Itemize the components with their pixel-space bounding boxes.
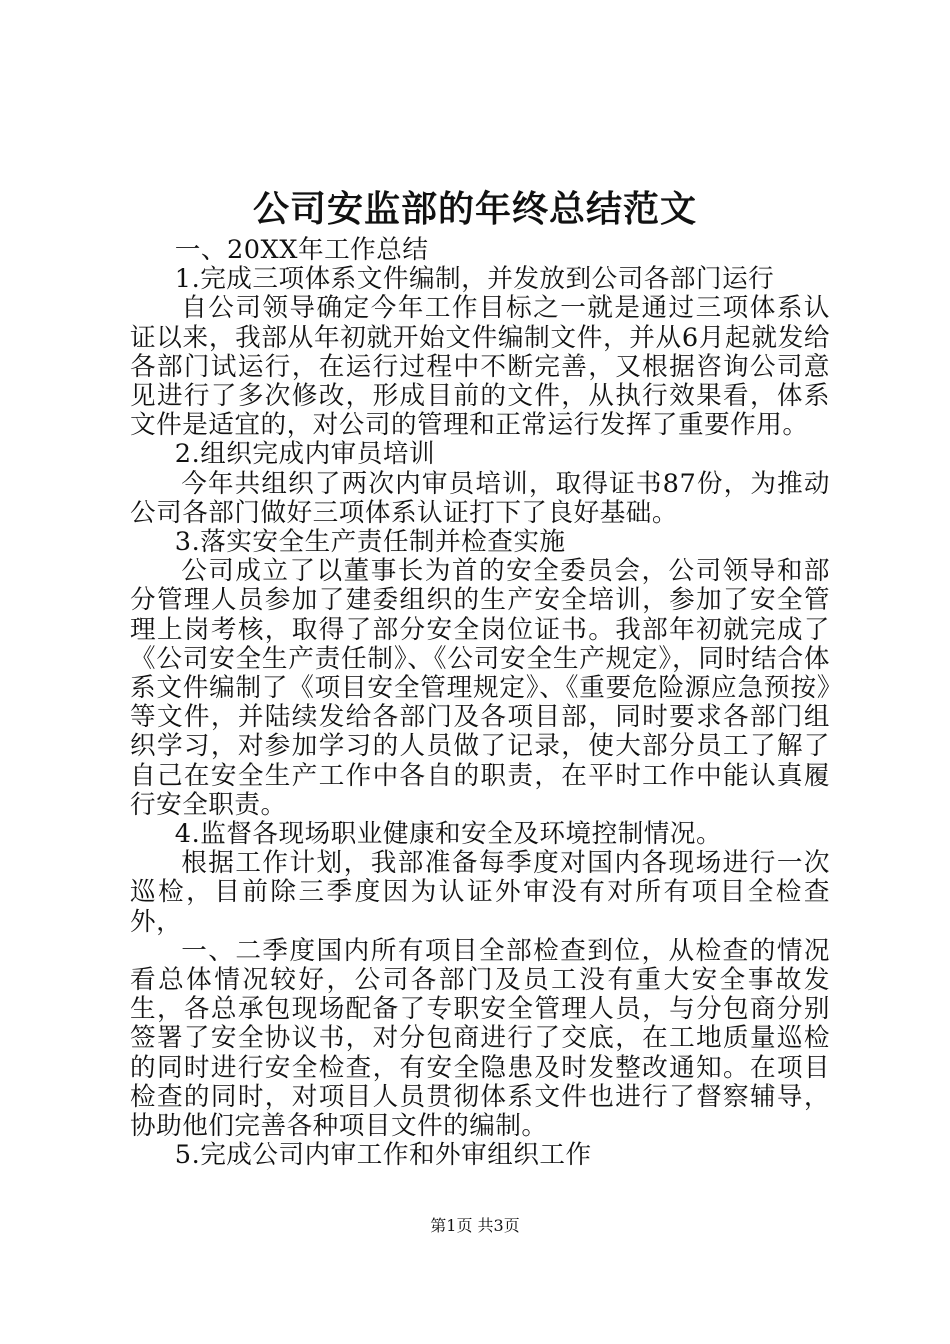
- page-title: 公司安监部的年终总结范文: [252, 188, 697, 230]
- body-paragraph: 公司成立了以董事长为首的安全委员会，公司领导和部分管理人员参加了建委组织的生产安全培训，参加了安全管理上岗考核，取得了部分安全岗位证书。我部年初就完成了《公司安全生产责任制》、《公司安全生产规定》，同时结合体系文件编制了《项目安全管理规定》、《重要危险源应急预按》等文件，并陆续发给各部门及各项目部，同时要求各部门组织学习，对参加学习的人员做了记录，使大部分员工了解了自己在安全生产工作中各自的职责，在平时工作中能认真履行安全职责。: [130, 556, 830, 820]
- document-body: [130, 236, 830, 1171]
- item-heading: 5.完成公司内审工作和外审组织工作: [174, 1140, 592, 1171]
- body-paragraph: 根据工作计划，我部准备每季度对国内各现场进行一次巡检，目前除三季度因为认证外审没有对所有项目全检查外，: [130, 848, 830, 937]
- item-heading: 4.监督各现场职业健康和安全及环境控制情况。: [174, 819, 723, 850]
- item-heading: 2.组织完成内审员培训: [174, 439, 436, 470]
- item-heading: 3.落实安全生产责任制并检查实施: [174, 527, 566, 558]
- body-paragraph: 自公司领导确定今年工作目标之一就是通过三项体系认证以来，我部从年初就开始文件编制文件，并从6月起就发给各部门试运行，在运行过程中不断完善，又根据咨询公司意见进行了多次修改，形成目前的文件，从执行效果看，体系文件是适宜的，对公司的管理和正常运行发挥了重要作用。: [130, 293, 830, 441]
- section-heading: 一、20XX年工作总结: [174, 235, 429, 265]
- page-footer: 第1页 共3页: [430, 1216, 520, 1235]
- body-paragraph: 一、二季度国内所有项目全部检查到位，从检查的情况看总体情况较好，公司各部门及员工没有重大安全事故发生，各总承包现场配备了专职安全管理人员，与分包商分别签署了安全协议书，对分包商进行了交底，在工地质量巡检的同时进行安全检查，有安全隐患及时发整改通知。在项目检查的同时，对项目人员贯彻体系文件也进行了督察辅导，协助他们完善各种项目文件的编制。: [130, 935, 830, 1142]
- item-heading: 1.完成三项体系文件编制，并发放到公司各部门运行: [174, 264, 775, 295]
- body-paragraph: 今年共组织了两次内审员培训，取得证书87份，为推动公司各部门做好三项体系认证打下了良好基础。: [130, 468, 830, 528]
